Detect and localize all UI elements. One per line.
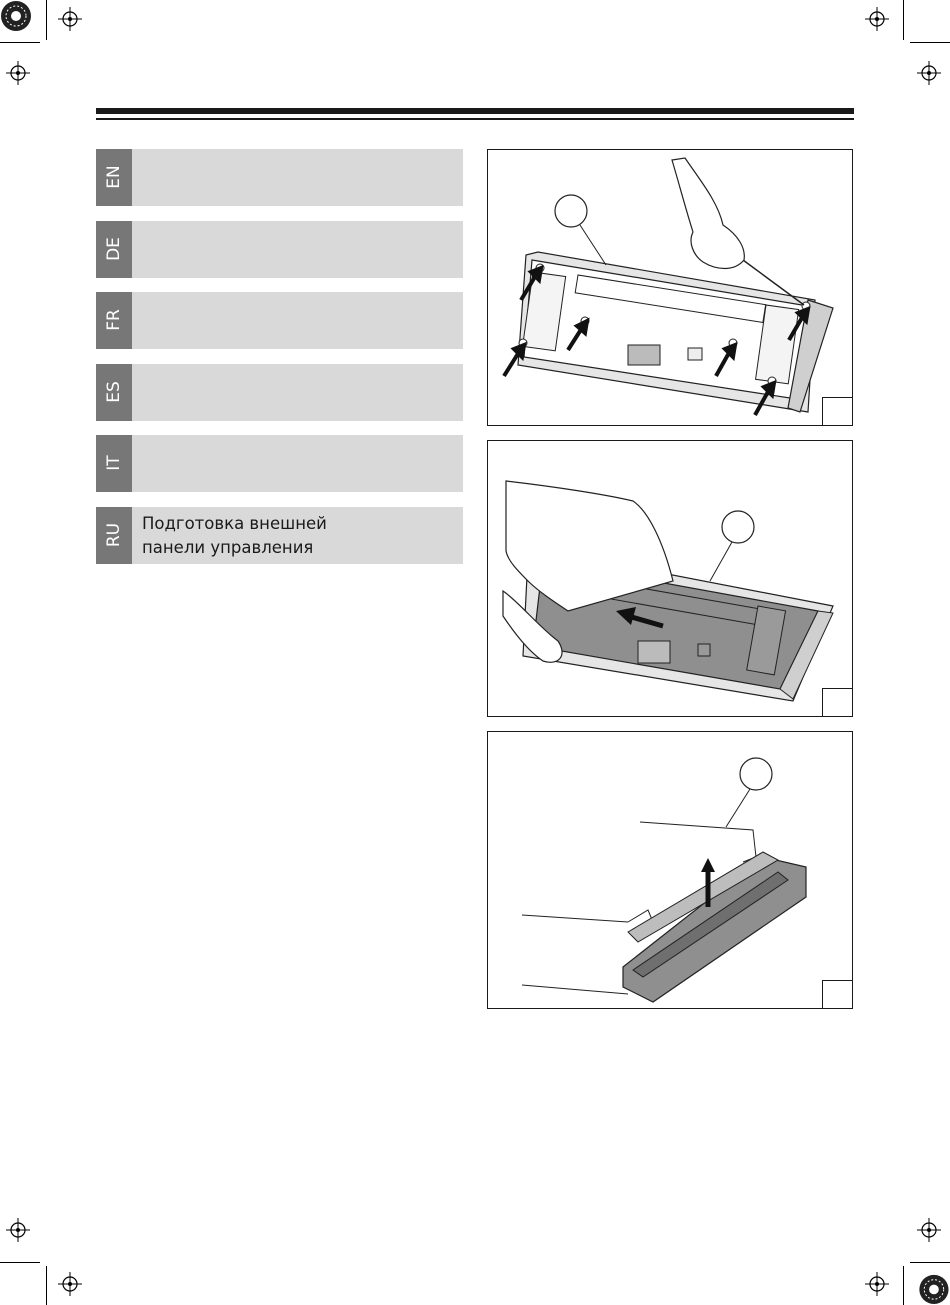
screwdriver-removing-screws-illustration xyxy=(488,150,853,426)
color-register-wheel-icon xyxy=(914,1270,950,1305)
language-title-panel xyxy=(132,292,463,349)
language-tab xyxy=(96,292,132,349)
step-number-box xyxy=(822,980,853,1009)
registration-mark-icon xyxy=(57,1271,83,1297)
language-section-fr xyxy=(96,292,463,349)
registration-mark-icon xyxy=(5,1217,31,1243)
crop-mark xyxy=(903,0,904,40)
language-title-panel xyxy=(132,507,463,564)
language-section-es xyxy=(96,364,463,421)
crop-mark xyxy=(0,1262,40,1263)
registration-mark-icon xyxy=(864,6,890,32)
step-number-box xyxy=(822,397,853,426)
language-section-it xyxy=(96,435,463,492)
figure-step-3 xyxy=(487,731,853,1009)
registration-mark-icon xyxy=(916,60,942,86)
color-register-wheel-icon xyxy=(0,0,36,36)
section-title xyxy=(142,512,327,560)
registration-mark-icon xyxy=(5,60,31,86)
hand-sliding-back-plate-illustration xyxy=(488,441,853,717)
crop-mark xyxy=(46,0,47,40)
language-code: EN xyxy=(104,165,124,189)
registration-mark-icon xyxy=(57,6,83,32)
header-rule-thin xyxy=(96,118,854,120)
crop-mark xyxy=(0,42,40,43)
language-title-panel xyxy=(132,364,463,421)
language-section-en xyxy=(96,149,463,206)
section-title-line: панели управления xyxy=(142,538,314,557)
registration-mark-icon xyxy=(916,1217,942,1243)
language-code: IT xyxy=(104,455,124,471)
language-code: DE xyxy=(104,237,124,261)
language-tab xyxy=(96,364,132,421)
step-number-box xyxy=(822,688,853,717)
language-section-de xyxy=(96,221,463,278)
crop-mark xyxy=(910,42,950,43)
language-code: RU xyxy=(104,522,124,548)
crop-mark xyxy=(910,1262,950,1263)
registration-mark-icon xyxy=(864,1271,890,1297)
language-section-ru xyxy=(96,507,463,564)
section-title-line: Подготовка внешней xyxy=(142,514,327,533)
language-title-panel xyxy=(132,149,463,206)
language-tab xyxy=(96,149,132,206)
figure-step-1 xyxy=(487,149,853,426)
language-title-panel xyxy=(132,221,463,278)
figure-step-2 xyxy=(487,440,853,717)
crop-mark xyxy=(903,1266,904,1305)
language-tab xyxy=(96,221,132,278)
language-code: FR xyxy=(104,309,124,331)
lifting-cover-plate-illustration xyxy=(488,732,853,1009)
language-code: ES xyxy=(104,381,124,403)
header-rule-thick xyxy=(96,108,854,114)
language-title-panel xyxy=(132,435,463,492)
language-tab xyxy=(96,435,132,492)
language-tab xyxy=(96,507,132,564)
crop-mark xyxy=(46,1266,47,1305)
